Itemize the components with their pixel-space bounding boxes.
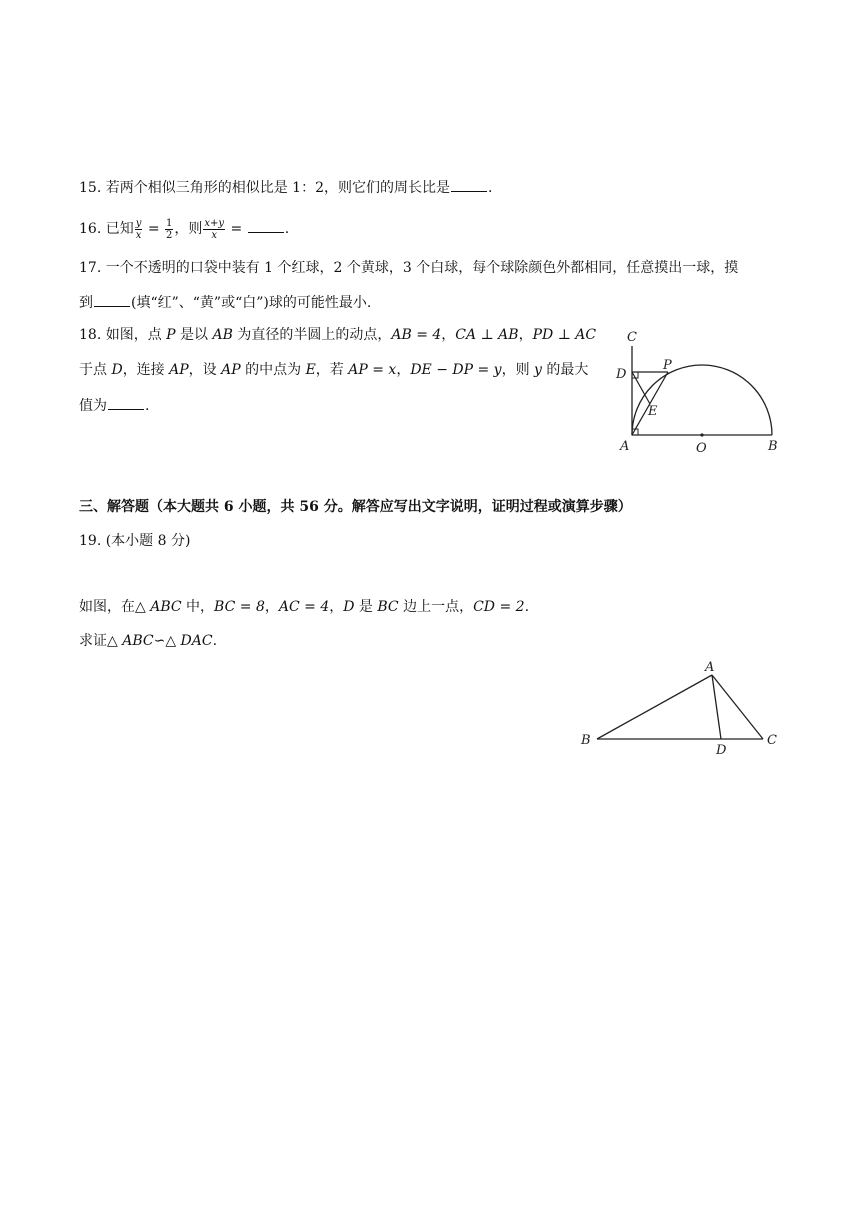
- frac3-den: x: [211, 229, 218, 241]
- q19-t12: CD = 2: [473, 599, 525, 615]
- section-3-title: 三、解答题（本大题共 6 小题，共 56 分。解答应写出文字说明，证明过程或演算步骤）: [79, 499, 632, 515]
- q18-u11: ，: [396, 362, 411, 378]
- q19-u4: DAC: [180, 633, 213, 649]
- q18-t8: CA ⊥ AB: [455, 327, 519, 343]
- label-p: P: [663, 358, 672, 373]
- q18-t5: 为直径的半圆上的动点，: [232, 327, 392, 343]
- q16-prefix: 16. 已知: [79, 221, 134, 237]
- segment-ab: [597, 675, 712, 739]
- label-a: A: [705, 660, 715, 675]
- q18-u2: D: [111, 362, 123, 378]
- q19-u5: .: [212, 633, 218, 649]
- point-o: [700, 433, 703, 436]
- q18-u6: AP: [221, 362, 241, 378]
- question-19-line-2: [79, 632, 217, 650]
- q18-answer-blank: [108, 396, 144, 410]
- semicircle-arc: [632, 365, 772, 435]
- q18-u8: E: [305, 362, 316, 378]
- q15-answer-blank: [451, 178, 487, 192]
- q19-t5: ，: [264, 599, 279, 615]
- question-16: [79, 217, 289, 241]
- question-18-line-3: [79, 396, 149, 415]
- question-15: [79, 178, 492, 197]
- q18-u4: AP: [169, 362, 189, 378]
- question-19-header: 19. (本小题 8 分): [79, 533, 191, 549]
- question-18-line-1: [79, 326, 596, 344]
- frac1-num: y: [135, 217, 142, 229]
- q18-u14: y: [534, 362, 542, 378]
- q16-mid: ，则: [174, 221, 203, 237]
- q18-t3: 是以: [175, 327, 213, 343]
- label-o: O: [696, 441, 707, 456]
- q19-triangle-figure: [575, 655, 790, 760]
- q19-t11: 边上一点，: [398, 599, 474, 615]
- label-d: D: [716, 743, 727, 758]
- q18-u15: 的最大: [541, 362, 589, 378]
- q19-u1: 求证△: [79, 633, 123, 649]
- q15-text: 15. 若两个相似三角形的相似比是 1：2，则它们的周长比是: [79, 180, 450, 196]
- q19-t13: .: [524, 599, 530, 615]
- q19-t1: 如图，在△: [79, 599, 151, 615]
- q18-u9: ，若: [315, 362, 349, 378]
- q17-suffix: (填“红”、“黄”或“白”)球的可能性最小.: [131, 295, 372, 311]
- q19-t8: D: [343, 599, 355, 615]
- q18-v1: 值为: [79, 398, 107, 414]
- q17-prefix: 到: [79, 295, 93, 311]
- label-b: B: [581, 733, 591, 748]
- q19-t4: BC = 8: [214, 599, 265, 615]
- label-c: C: [627, 330, 637, 345]
- q19-u2: ABC: [122, 633, 154, 649]
- fraction-x-plus-y-over-x: [203, 218, 225, 241]
- q19-u3: ∽△: [153, 633, 181, 649]
- q18-u3: ，连接: [122, 362, 170, 378]
- q18-u10: AP = x: [348, 362, 397, 378]
- q18-t7: ，: [441, 327, 456, 343]
- frac2-den: 2: [166, 229, 173, 241]
- frac3-num: x+y: [204, 217, 225, 229]
- q19-t3: 中，: [181, 599, 215, 615]
- q16-eq2: =: [226, 221, 247, 237]
- q18-t4: AB: [212, 327, 233, 343]
- q19-t2: ABC: [150, 599, 182, 615]
- label-d: D: [616, 367, 627, 382]
- label-e: E: [648, 404, 658, 419]
- question-19-line-1: [79, 598, 529, 616]
- q18-t9: ，: [518, 327, 533, 343]
- q18-t6: AB = 4: [391, 327, 442, 343]
- q18-u7: 的中点为: [240, 362, 306, 378]
- q18-t10: PD ⊥ AC: [532, 327, 597, 343]
- question-18-line-2: [79, 361, 588, 379]
- q18-t1: 18. 如图，点: [79, 327, 167, 343]
- q18-v2: .: [145, 398, 150, 414]
- q16-eq1: =: [143, 221, 165, 237]
- q18-u1: 于点: [79, 362, 112, 378]
- q18-t2: P: [166, 327, 176, 343]
- question-17-line-2: [79, 293, 371, 312]
- q18-u13: ，则: [501, 362, 535, 378]
- q19-t7: ，: [329, 599, 344, 615]
- fraction-one-half: [165, 218, 173, 241]
- q18-u12: DE − DP = y: [410, 362, 502, 378]
- label-a: A: [620, 439, 630, 454]
- q19-t9: 是: [354, 599, 378, 615]
- q17-answer-blank: [94, 293, 130, 307]
- frac2-num: 1: [166, 217, 173, 229]
- frac1-den: x: [135, 229, 142, 241]
- label-b: B: [768, 439, 778, 454]
- fraction-y-over-x: [135, 218, 143, 241]
- question-17-line-1: 17. 一个不透明的口袋中装有 1 个红球，2 个黄球，3 个白球，每个球除颜色外都相同，任意摸出一球，摸: [79, 260, 739, 276]
- label-c: C: [767, 733, 777, 748]
- q16-answer-blank: [248, 219, 284, 233]
- q19-t10: BC: [377, 599, 399, 615]
- q15-end: .: [487, 180, 493, 196]
- q16-end: .: [284, 221, 290, 237]
- q18-semicircle-figure: [600, 322, 800, 457]
- q19-t6: AC = 4: [278, 599, 330, 615]
- q18-u5: ，设: [188, 362, 222, 378]
